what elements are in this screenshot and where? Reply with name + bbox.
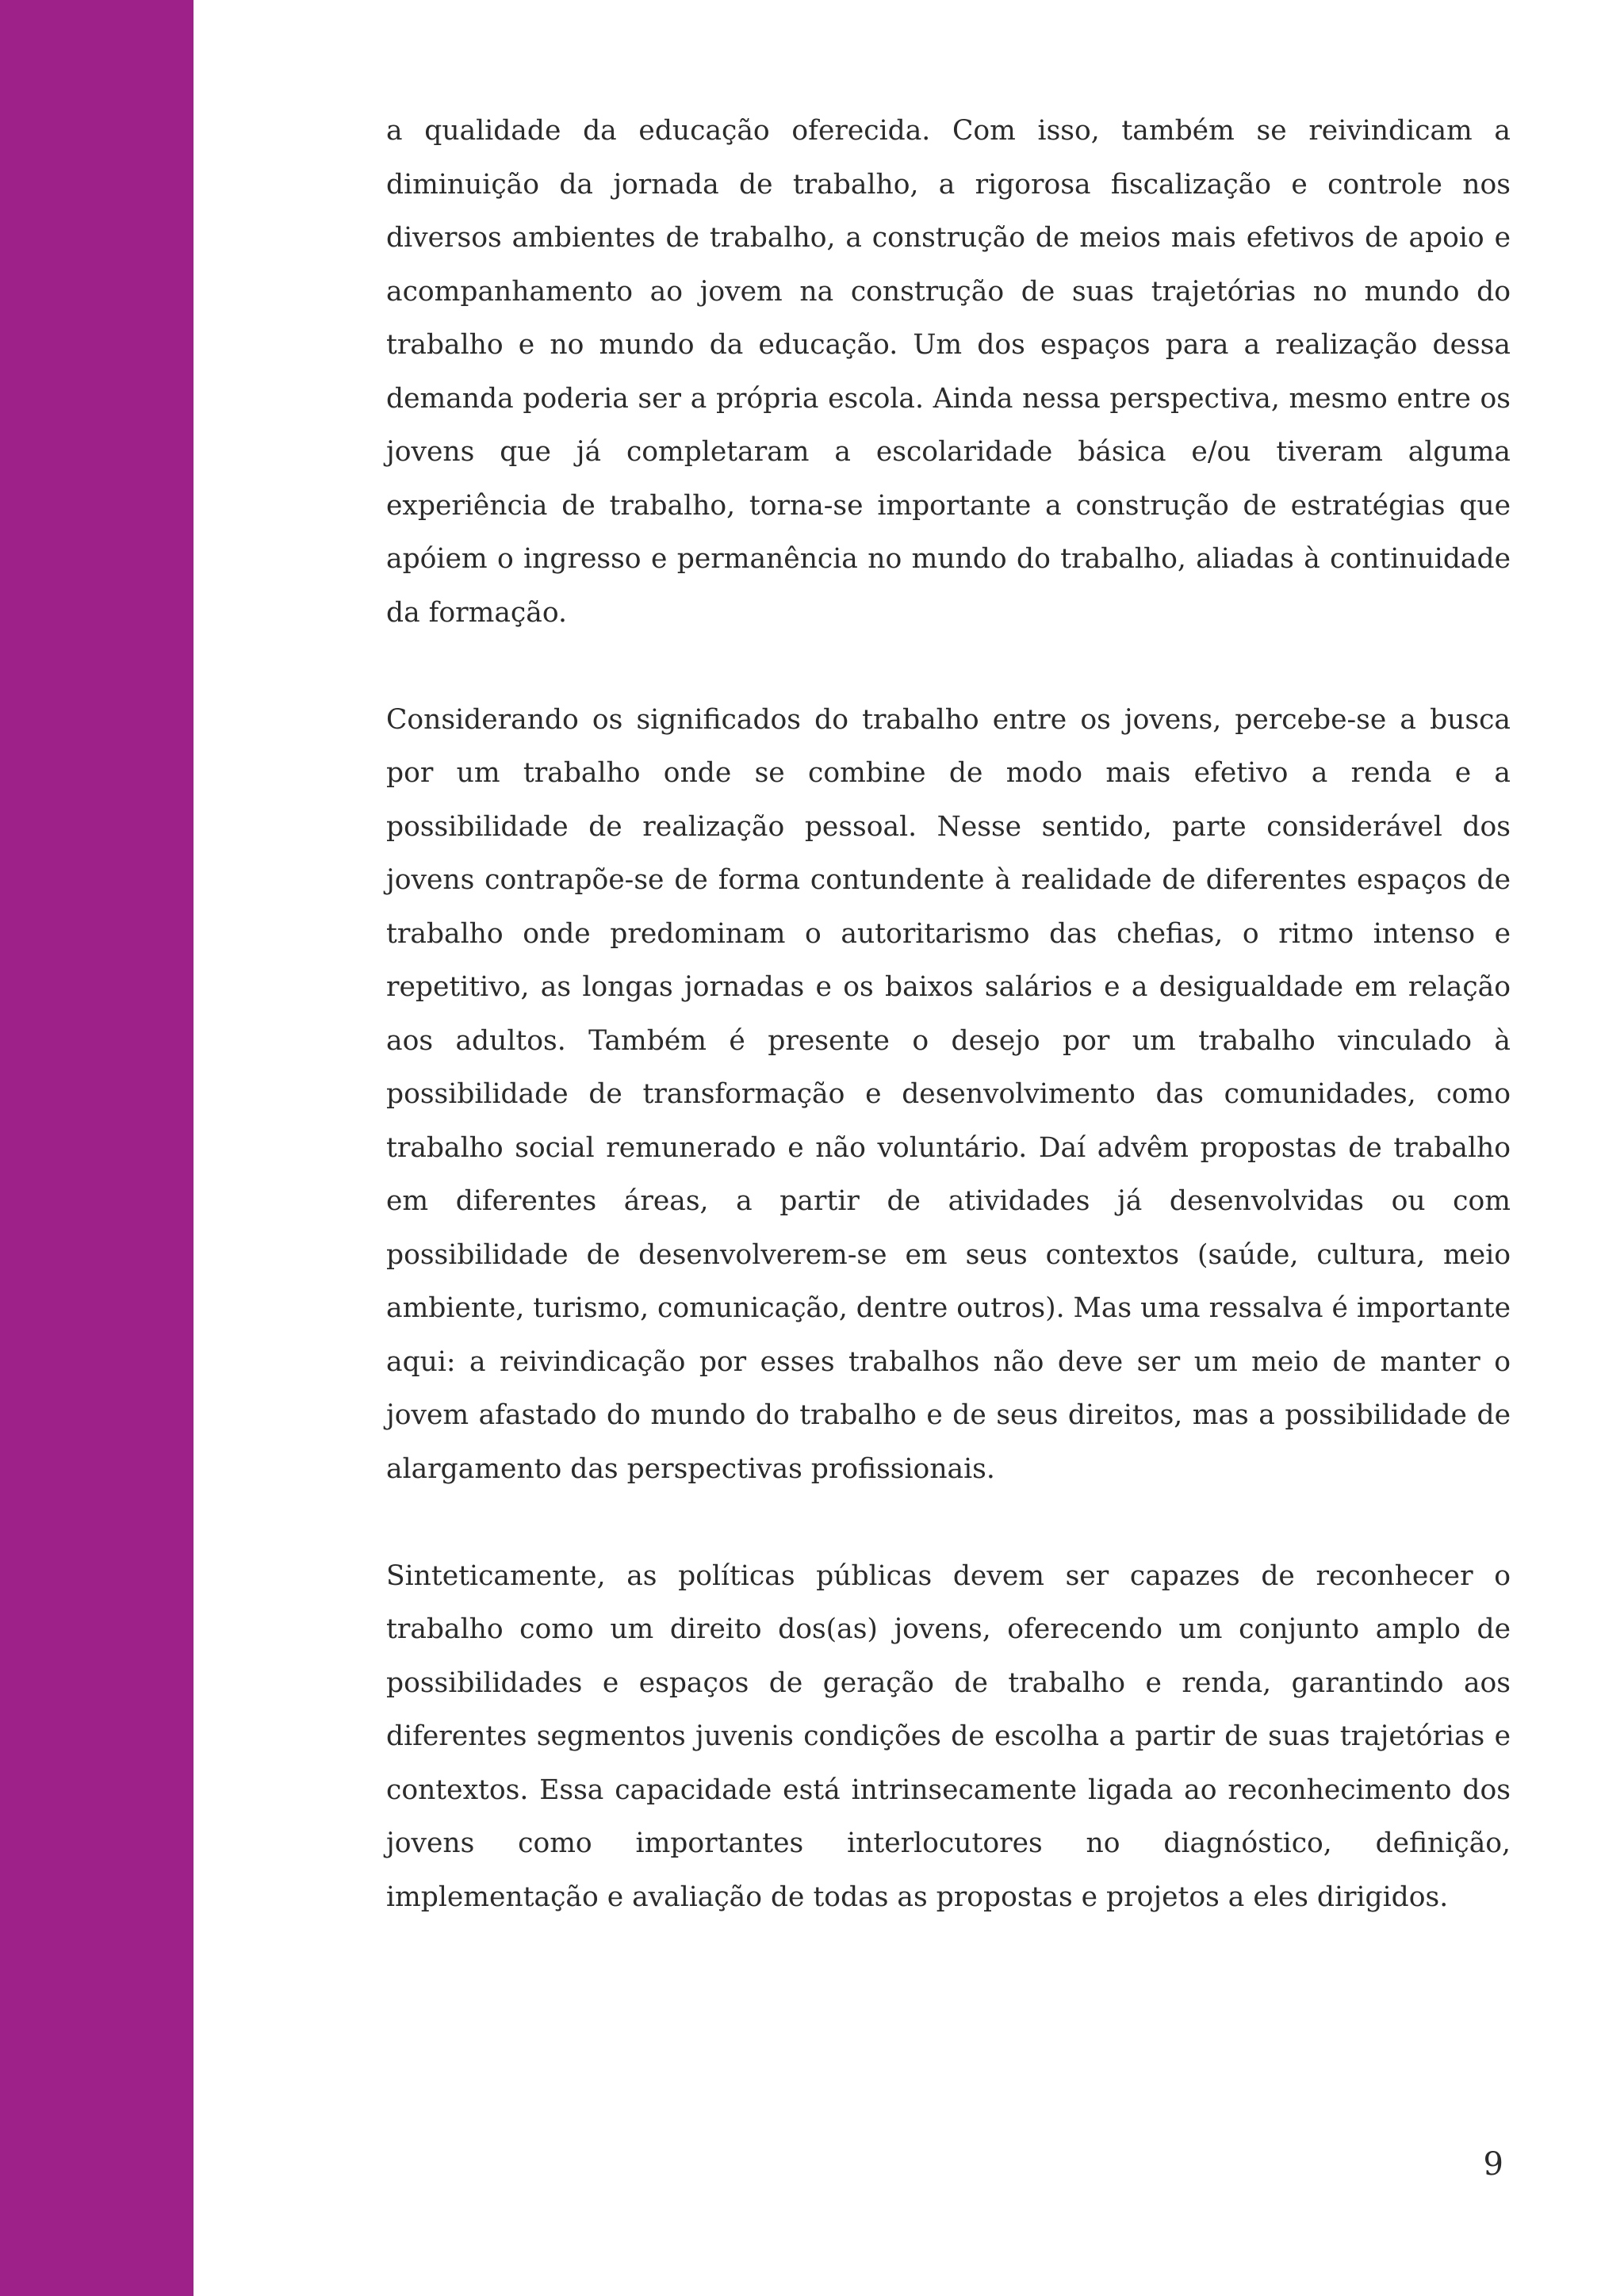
paragraph-3: Sinteticamente, as políticas públicas devem ser capazes de reconhecer o trabalho como um direito dos(as) jovens, oferecendo um conjunto amplo de possibilidades e espaços de geração de trabalho e renda, garantindo aos diferentes segmentos juvenis condições de escolha a partir de suas trajetórias e contextos. Essa capacidade está intrinsecamente ligada ao reconhecimento dos jovens como importantes interlocutores no diagnóstico, definição, implementação e avaliação de todas as propostas e projetos a eles dirigidos.: [386, 1559, 1511, 1913]
page-number: 9: [1483, 2146, 1503, 2183]
side-color-band: [0, 0, 193, 2296]
paragraph-1: a qualidade da educação oferecida. Com isso, também se reivindicam a diminuição da jornada de trabalho, a rigorosa fiscalização e controle nos diversos ambientes de trabalho, a construção de meios mais efetivos de apoio e acompanhamento ao jovem na construção de suas trajetórias no mundo do trabalho e no mundo da educação. Um dos espaços para a realização dessa demanda poderia ser a própria escola. Ainda nessa perspectiva, mesmo entre os jovens que já completaram a escolaridade básica e/ou tiveram alguma experiência de trabalho, torna-se importante a construção de estratégias que apóiem o ingresso e permanência no mundo do trabalho, aliadas à continuidade da formação.: [386, 115, 1511, 629]
paragraph-2: Considerando os significados do trabalho entre os jovens, percebe-se a busca por um trabalho onde se combine de modo mais efetivo a renda e a possibilidade de realização pessoal. Nesse sentido, parte considerável dos jovens contrapõe-se de forma contundente à realidade de diferentes espaços de trabalho onde predominam o autoritarismo das chefias, o ritmo intenso e repetitivo, as longas jornadas e os baixos salários e a desigualdade em relação aos adultos. Também é presente o desejo por um trabalho vinculado à possibilidade de transformação e desenvolvimento das comunidades, como trabalho social remunerado e não voluntário. Daí advêm propostas de trabalho em diferentes áreas, a partir de atividades já desenvolvidas ou com possibilidade de desenvolverem-se em seus contextos (saúde, cultura, meio ambiente, turismo, comunicação, dentre outros). Mas uma ressalva é importante aqui: a reivindicação por esses trabalhos não deve ser um meio de manter o jovem afastado do mundo do trabalho e de seus direitos, mas a possibilidade de alargamento das perspectivas profissionais.: [386, 703, 1511, 1485]
body-text: [386, 105, 1511, 1978]
